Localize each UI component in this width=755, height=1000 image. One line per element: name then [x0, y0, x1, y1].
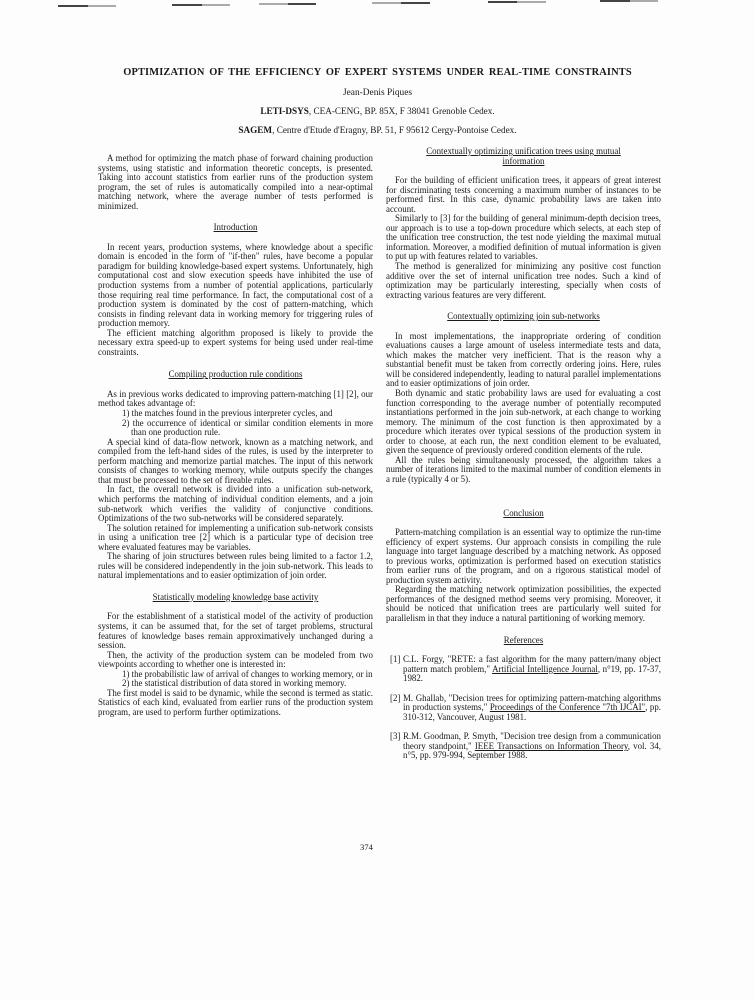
scan-mark [630, 0, 658, 2]
paper-title: OPTIMIZATION OF THE EFFICIENCY OF EXPERT SYSTEMS UNDER REAL-TIME CONSTRAINTS [123, 67, 632, 78]
list-item: 1) the probabilistic law of arrival of changes to working memory, or in [122, 668, 373, 679]
paragraph: The first model is said to be dynamic, while the second is termed as static. Statistics of each kind, evaluated from earlier runs of the production system program, are used to perform further optimizations. [98, 687, 373, 717]
paragraph: In most implementations, the inappropriate ordering of condition evaluations causes a large amount of useless intermediate tests and data, which makes the matcher very inefficient. That is the reason why a substantial benefit must be taken from correctly ordering joins. Here, rules will be considered independently, leading to natural parallel implementations and to easier optimizations of join order. [386, 330, 661, 389]
paragraph: A special kind of data-flow network, known as a matching network, and compiled from the left-hand sides of the rules, is used by the interpreter to perform matching and memorize partial matches. The input of this network consists of changes to working memory, while outputs specify the changes that must be processed to the set of fireable rules. [98, 436, 373, 485]
left-column [98, 147, 373, 717]
paragraph: All the rules being simultaneously processed, the algorithm takes a number of iterations limited to the maximal number of condition elements in a rule (typically 4 or 5). [386, 454, 661, 484]
section-heading-statistical: Statistically modeling knowledge base activity [152, 591, 319, 602]
paragraph: The method is generalized for minimizing any positive cost function additive over the set of internal unification tree nodes. Such a kind of optimization may be particularly interesting, specially when costs of extracting various features are very different. [386, 261, 661, 300]
paragraph: Then, the activity of the production system can be modeled from two viewpoints according to whether one is interested in: [98, 649, 373, 670]
reference-text: R.M. Goodman, P. Smyth, "Decision tree design from a communication theory standpoint," [403, 731, 661, 751]
scan-mark [202, 4, 230, 6]
scan-mark [172, 4, 202, 6]
abstract: A method for optimizing the match phase of forward chaining production systems, using statistic and information theoretic concepts, is presented. Taking into account statistics from earlier runs of the production system program, the set of rules is automatically compiled into a near-optimal matching network, where the average number of tests performed is minimized. [98, 153, 373, 211]
affiliation-2 [0, 125, 755, 135]
reference-item [386, 732, 661, 761]
paragraph: The efficient matching algorithm proposed is likely to provide the necessary extra speed-up to expert systems for being used under real-time constraints. [98, 327, 373, 357]
reference-number: [2] [390, 692, 401, 703]
section-heading-introduction: Introduction [213, 222, 258, 233]
scan-mark [259, 3, 288, 5]
paragraph: For the building of efficient unification trees, it appears of great interest for discriminating tests concerning a maximum number of instances to be performed first. In this case, dynamic probability laws are taken into account. [386, 175, 661, 214]
scan-mark [288, 3, 316, 5]
paragraph: The sharing of join structures between rules being limited to a factor 1.2, rules will be considered independently in the join sub-network. This leads to natural implementations and to easier optimization of join order. [98, 551, 373, 581]
reference-text: M. Ghallab, "Decision trees for optimizing pattern-matching algorithms in production systems," [403, 692, 661, 713]
scan-mark [401, 2, 430, 4]
paragraph: Pattern-matching compilation is an essential way to optimize the run-time efficiency of expert systems. Our approach consists in compiling the rule language into target language described by a matching network. As opposed to previous works, optimization is performed based on execution statistics from earlier runs of the program, and on a rigorous statistical model of production system activity. [386, 527, 661, 585]
affiliation-1-org: LETI-DSYS [260, 106, 309, 116]
paragraph: In recent years, production systems, where knowledge about a specific domain is encoded in the form of "if-then" rules, have become a popular paradigm for building knowledge-based expert systems. Unfortunately, high computational cost and slow execution speeds have inhibited the use of production systems from a number of potential applications, particularly those requiring real time performance. In fact, the computational cost of a production system is dominated by the cost of pattern-matching, which consists in finding relevant data in working memory for triggering rules of production memory. [98, 241, 373, 329]
section-heading-conclusion: Conclusion [503, 507, 544, 518]
section-heading-compiling: Compiling production rule conditions [168, 369, 303, 380]
paragraph: Both dynamic and static probability laws are used for evaluating a cost function corresponding to the average number of potentially recomputed instantiations performed in the join sub-network, at each change to working memory. The minimum of the cost function is then approximated by a procedure which iterates over typical sessions of the production system in order to choose, at each run, the next condition element to be evaluated, given the sequence of previously ordered condition elements of the rule. [386, 388, 661, 456]
reference-item [386, 694, 661, 723]
affiliation-1 [0, 106, 755, 116]
affiliation-2-org: SAGEM [238, 125, 273, 135]
section-heading-references: References [503, 634, 544, 645]
reference-details: , n°19, pp. 17-37, 1982. [403, 663, 661, 684]
section-heading-unification: Contextually optimizing unification trees using mutual information [426, 146, 621, 166]
list-item: 1) the matches found in the previous interpreter cycles, and [122, 408, 333, 419]
paragraph: In fact, the overall network is divided into a unification sub-network, which performs the matching of individual condition elements, and a join sub-network which verifies the validity of conjunctive conditions. Optimizations of the two sub-networks will be considered separately. [98, 484, 373, 524]
reference-text: C.L. Forgy, "RETE: a fast algorithm for the many pattern/many object pattern match problem," [403, 654, 661, 674]
reference-venue: IEEE Transactions on Information Theory [474, 740, 628, 751]
paragraph: Regarding the matching network optimization possibilities, the expected performances of the designed method seems very promising. Moreover, it should be noticed that unification trees are particularly well suited for parallelism in that they induce a natural partitioning of working memory. [386, 584, 661, 623]
reference-venue: Proceedings of the Conference "7th IJCAI" [489, 702, 646, 713]
scan-mark [58, 5, 88, 7]
reference-number: [1] [390, 654, 401, 665]
page-number: 374 [360, 842, 373, 852]
paragraph: As in previous works dedicated to improving pattern-matching [1] [2], our method takes advantage of: [98, 388, 373, 409]
reference-details: , pp. 310-312, Vancouver, August 1981. [403, 702, 662, 722]
reference-venue: Artificial Intelligence Journal [492, 663, 598, 674]
reference-number: [3] [390, 731, 401, 742]
scan-mark [488, 1, 517, 3]
reference-details: , vol. 34, n°5, pp. 979-994, September 1988. [403, 740, 661, 761]
reference-item [386, 655, 661, 684]
section-heading-join: Contextually optimizing join sub-networks [447, 311, 600, 322]
author-name: Jean-Denis Piques [343, 88, 412, 98]
scan-mark [517, 1, 546, 3]
affiliation-2-address: , Centre d'Etude d'Eragny, BP. 51, F 95612 Cergy-Pontoise Cedex. [272, 125, 517, 135]
list-item: 2) the occurrence of identical or similar condition elements in more than one production rule. [122, 417, 373, 438]
list-item: 2) the statistical distribution of data stored in working memory. [122, 678, 347, 689]
paragraph: The solution retained for implementing a unification sub-network consists in using a unification tree [2] which is a particular type of decision tree where evaluated features may be variables. [98, 522, 373, 552]
right-column [386, 147, 661, 761]
affiliation-1-address: , CEA-CENG, BP. 85X, F 38041 Grenoble Cedex. [308, 106, 495, 116]
scan-mark [600, 0, 630, 2]
scan-mark [372, 2, 401, 4]
scan-mark [88, 5, 116, 7]
paragraph: For the establishment of a statistical model of the activity of production systems, it can be assumed that, for the set of target problems, structural features of knowledge bases remain approximatively unchanged during a session. [98, 611, 373, 651]
paragraph: Similarly to [3] for the building of general minimum-depth decision trees, our approach is to use a top-down procedure which selects, at each step of the unification tree construction, the test node yielding the maximal mutual information. Moreover, a modified definition of mutual information is given to put up with features related to variables. [386, 213, 661, 262]
